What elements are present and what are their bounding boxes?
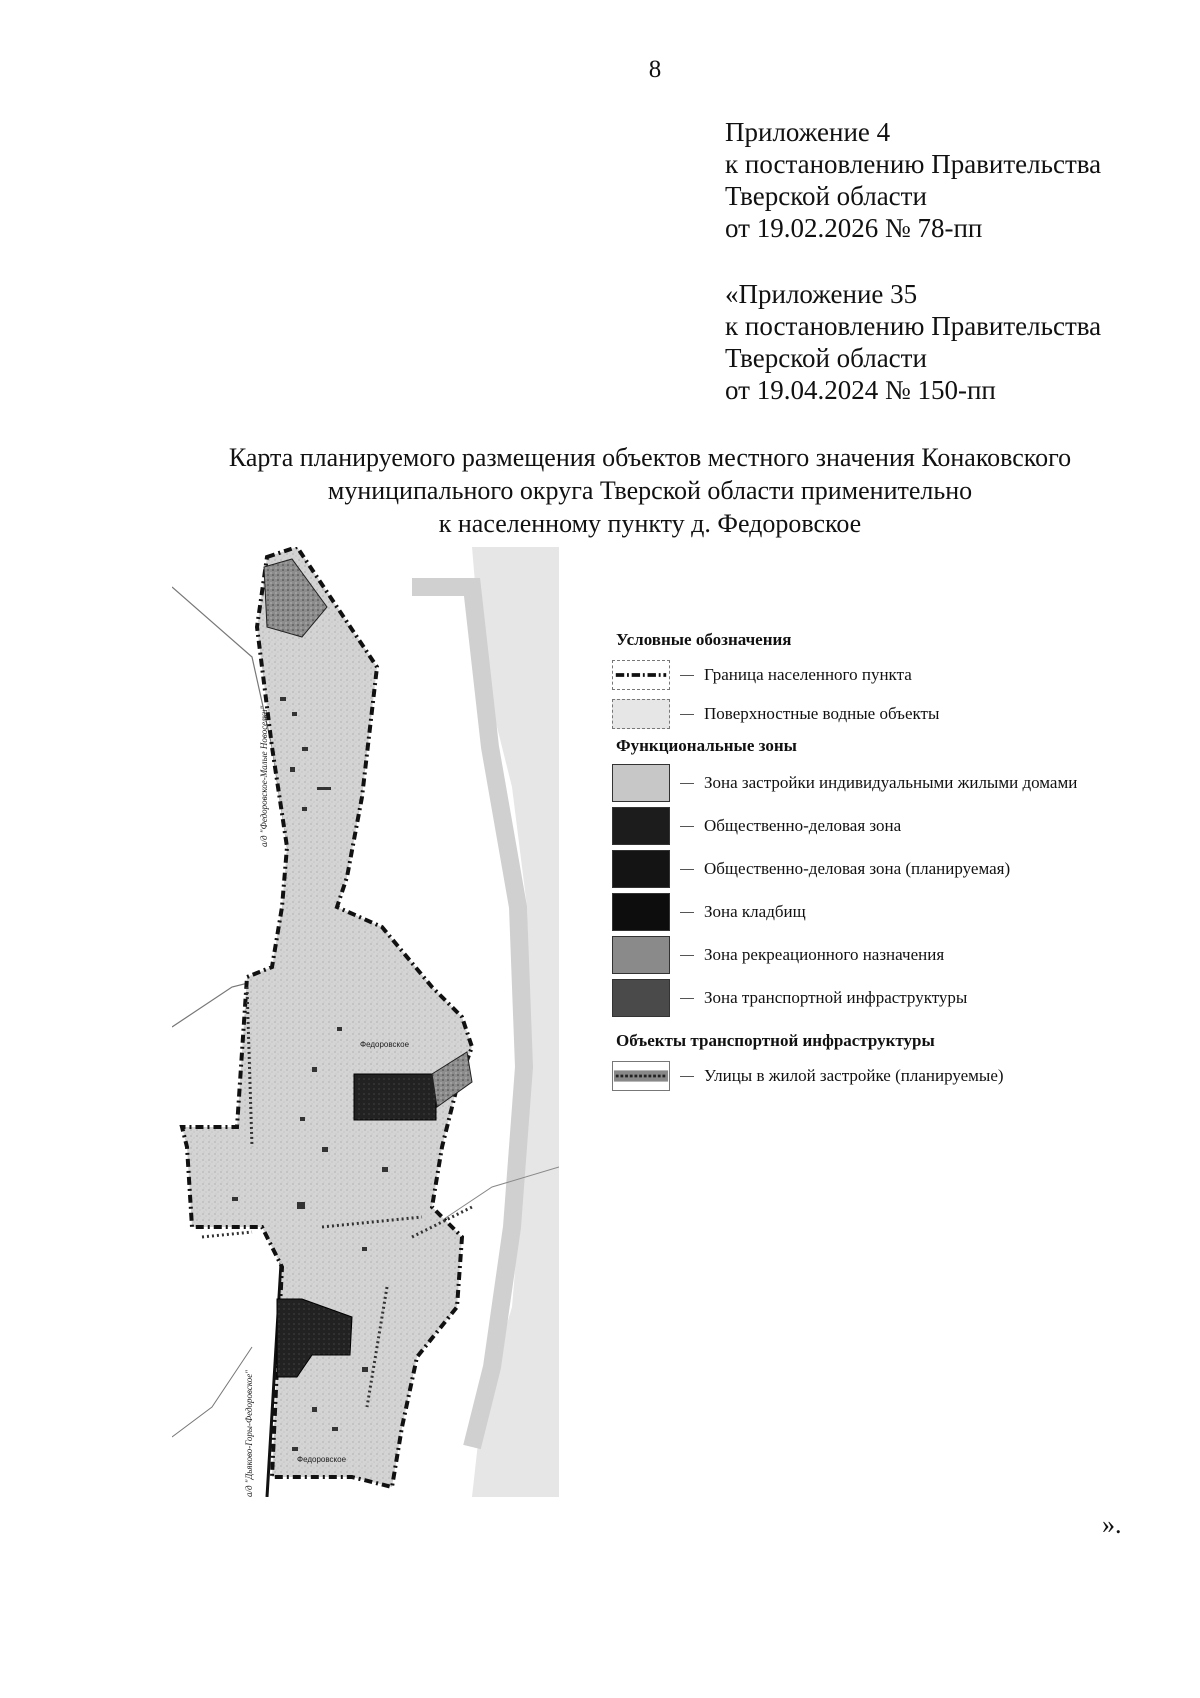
legend-dash [680, 675, 694, 676]
road-label-north: а/д "Федоровское-Малые Новоселки" [259, 705, 269, 847]
attachment-line: Приложение 4 [725, 117, 891, 147]
legend-dash [680, 998, 694, 999]
legend-label: Зона кладбищ [704, 902, 806, 921]
planned-street [202, 1232, 252, 1237]
attachment-line: к постановлению Правительства [725, 311, 1102, 341]
legend-label: Зона транспортной инфраструктуры [704, 988, 968, 1007]
attachment-line: от 19.02.2026 № 78-пп [725, 213, 983, 243]
legend-zone-recreation [612, 936, 1172, 974]
legend-label: Граница населенного пункта [704, 665, 912, 684]
attachment-line: от 19.04.2024 № 150-пп [725, 375, 996, 405]
settlement-label: Федоровское [297, 1455, 347, 1464]
water-fill-icon [612, 699, 670, 729]
zone-swatch [612, 764, 670, 802]
legend-dash [680, 1076, 694, 1077]
legend-dash [680, 826, 694, 827]
zone-swatch [612, 850, 670, 888]
legend-label: Общественно-деловая зона [704, 816, 902, 835]
legend-item-boundary [612, 658, 1172, 692]
attachment-line: к постановлению Правительства [725, 149, 1102, 179]
legend-zone-transport [612, 979, 1172, 1017]
legend-dash [680, 714, 694, 715]
zone-swatch [612, 807, 670, 845]
legend-zones-heading: Функциональные зоны [616, 736, 797, 755]
legend-dash [680, 869, 694, 870]
legend-item-planned-street [612, 1059, 1172, 1093]
legend-label: Общественно-деловая зона (планируемая) [704, 859, 1011, 878]
title-line: Карта планируемого размещения объектов местного значения Конаковского [228, 443, 1072, 472]
zone-swatch [612, 893, 670, 931]
attachment-line: «Приложение 35 [725, 279, 918, 309]
legend-dash [680, 783, 694, 784]
map-legend [612, 630, 1172, 1098]
attachment-line: Тверской области [725, 343, 927, 373]
public-business-zone-planned [354, 1074, 436, 1120]
legend-label: Поверхностные водные объекты [704, 704, 940, 723]
document-title [150, 441, 1150, 540]
legend-label: Зона застройки индивидуальными жилыми домами [704, 773, 1078, 792]
road-southwest [172, 1347, 252, 1437]
title-line: муниципального округа Тверской области применительно [327, 476, 973, 505]
settlement-map [172, 547, 559, 1497]
legend-zone-residential [612, 764, 1172, 802]
legend-label: Улицы в жилой застройке (планируемые) [704, 1066, 1004, 1085]
closing-quote: ». [1102, 1510, 1122, 1539]
settlement-label: Федоровское [360, 1040, 410, 1049]
title-line: к населенному пункту д. Федоровское [438, 509, 862, 538]
legend-label: Зона рекреационного назначения [704, 945, 945, 964]
attachment-header-2 [725, 278, 1101, 406]
boundary-line-icon [612, 660, 670, 690]
page-number: 8 [648, 56, 662, 83]
road-label-south: а/д "Дьяково-Горы-Федоровское" [244, 1370, 254, 1497]
zone-swatch [612, 979, 670, 1017]
legend-zone-cemetery [612, 893, 1172, 931]
zone-swatch [612, 936, 670, 974]
legend-zone-public-business-planned [612, 850, 1172, 888]
planned-street-icon [612, 1061, 670, 1091]
legend-item-water [612, 697, 1172, 731]
legend-dash [680, 912, 694, 913]
legend-zone-public-business [612, 807, 1172, 845]
legend-dash [680, 955, 694, 956]
legend-heading: Условные обозначения [616, 630, 792, 649]
attachment-line: Тверской области [725, 181, 927, 211]
legend-transport-heading: Объекты транспортной инфраструктуры [616, 1031, 935, 1050]
attachment-header-1 [725, 116, 1101, 244]
